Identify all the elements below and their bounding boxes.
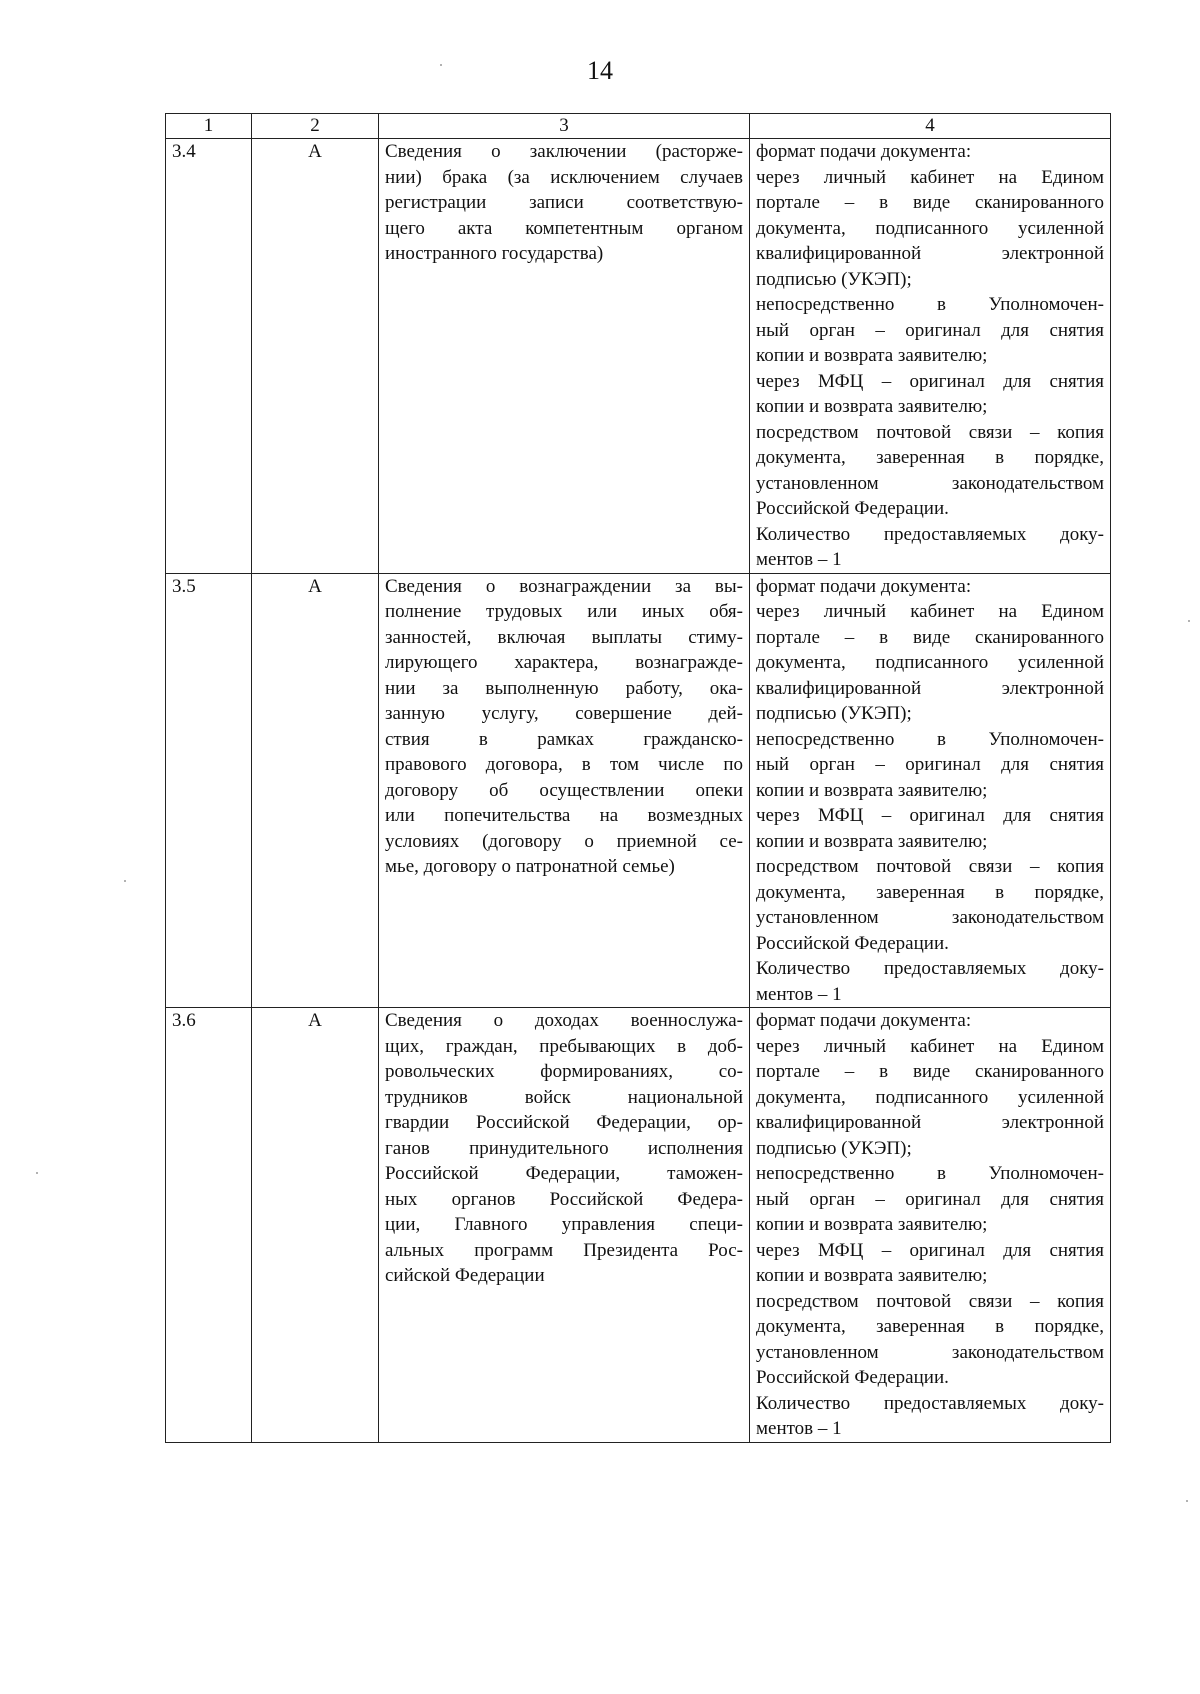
- cell-text-line: квалифицированной электронной: [756, 1112, 1104, 1133]
- scan-speck: [1188, 620, 1190, 622]
- cell-text-line: договору об осуществлении опеки: [385, 779, 743, 801]
- cell-text-line: через личный кабинет на Едином: [756, 166, 1104, 188]
- cell-text-line: установленном законодательством: [756, 907, 1104, 928]
- cell-text-line: копии и возврата заявителю;: [756, 830, 988, 852]
- cell-text-line: копии и возврата заявителю;: [756, 779, 988, 801]
- table-row: [166, 1008, 1111, 1443]
- row-number: 3.6: [166, 1008, 252, 1443]
- row-description: [379, 573, 750, 1008]
- cell-text-line: гвардии Российской Федерации, ор-: [385, 1112, 743, 1133]
- cell-text-line: нии за выполненную работу, ока-: [385, 677, 743, 699]
- cell-text-line: сийской Федерации: [385, 1265, 545, 1286]
- cell-text-line: установленном законодательством: [756, 1341, 1104, 1363]
- cell-text-line: установленном законодательством: [756, 472, 1104, 494]
- row-submission-format: [750, 139, 1111, 574]
- cell-text-line: Российской Федерации.: [756, 1367, 949, 1388]
- cell-text-line: квалифицированной электронной: [756, 243, 1104, 264]
- cell-text-line: формат подачи документа:: [756, 575, 972, 597]
- cell-text-line: занностей, включая выплаты стиму-: [385, 626, 743, 648]
- cell-text-line: нии) брака (за исключением случаев: [385, 166, 743, 188]
- cell-text-line: через МФЦ – оригинал для снятия: [756, 1239, 1104, 1261]
- cell-text-line: подписью (УКЭП);: [756, 268, 912, 290]
- cell-text-line: Сведения о вознаграждении за вы-: [385, 575, 743, 597]
- cell-text-line: Количество предоставляемых доку-: [756, 523, 1104, 545]
- cell-text-line: формат подачи документа:: [756, 1010, 972, 1031]
- cell-text-line: портале – в виде сканированного: [756, 192, 1104, 213]
- cell-text-line: ный орган – оригинал для снятия: [756, 754, 1104, 775]
- row-submission-format: [750, 1008, 1111, 1443]
- column-header: 1: [166, 114, 252, 139]
- cell-text-line: непосредственно в Уполномочен-: [756, 1163, 1104, 1184]
- cell-text-line: копии и возврата заявителю;: [756, 1214, 988, 1235]
- cell-text-line: документа, подписанного усиленной: [756, 652, 1104, 673]
- cell-text-line: иностранного государства): [385, 243, 604, 264]
- requirements-table: [165, 113, 1111, 1443]
- cell-text-line: портале – в виде сканированного: [756, 1061, 1104, 1082]
- table-row: [166, 139, 1111, 574]
- cell-text-line: правового договора, в том числе по: [385, 754, 743, 775]
- cell-text-line: посредством почтовой связи – копия: [756, 1290, 1104, 1312]
- cell-text-line: полнение трудовых или иных обя-: [385, 601, 743, 622]
- cell-text-line: Количество предоставляемых доку-: [756, 958, 1104, 979]
- scan-speck: [36, 1172, 38, 1174]
- scan-speck: [440, 64, 442, 66]
- cell-text-line: копии и возврата заявителю;: [756, 1265, 988, 1286]
- cell-text-line: ных органов Российской Федера-: [385, 1188, 743, 1210]
- row-description: [379, 1008, 750, 1443]
- cell-text-line: щих, граждан, пребывающих в доб-: [385, 1035, 743, 1057]
- row-kind: А: [252, 139, 379, 574]
- cell-text-line: подписью (УКЭП);: [756, 703, 912, 724]
- cell-text-line: документа, заверенная в порядке,: [756, 447, 1104, 468]
- row-kind: А: [252, 1008, 379, 1443]
- cell-text-line: ментов – 1: [756, 1418, 842, 1439]
- scan-speck: [124, 880, 126, 882]
- scan-speck: [1186, 1500, 1188, 1502]
- cell-text-line: документа, заверенная в порядке,: [756, 881, 1104, 903]
- row-kind: А: [252, 573, 379, 1008]
- column-header: 2: [252, 114, 379, 139]
- column-header: 3: [379, 114, 750, 139]
- row-number: 3.5: [166, 573, 252, 1008]
- table-header-row: [166, 114, 1111, 139]
- cell-text-line: мье, договору о патронатной семье): [385, 856, 675, 877]
- cell-text-line: занную услугу, совершение дей-: [385, 703, 743, 724]
- cell-text-line: условиях (договору о приемной се-: [385, 830, 743, 852]
- cell-text-line: посредством почтовой связи – копия: [756, 856, 1104, 877]
- cell-text-line: ментов – 1: [756, 983, 842, 1005]
- cell-text-line: посредством почтовой связи – копия: [756, 421, 1104, 443]
- table-row: [166, 573, 1111, 1008]
- cell-text-line: альных программ Президента Рос-: [385, 1239, 743, 1261]
- cell-text-line: ганов принудительного исполнения: [385, 1137, 743, 1159]
- cell-text-line: трудников войск национальной: [385, 1086, 743, 1108]
- cell-text-line: через личный кабинет на Едином: [756, 1035, 1104, 1057]
- cell-text-line: квалифицированной электронной: [756, 677, 1104, 699]
- cell-text-line: ный орган – оригинал для снятия: [756, 1188, 1104, 1210]
- cell-text-line: через МФЦ – оригинал для снятия: [756, 805, 1104, 826]
- cell-text-line: ный орган – оригинал для снятия: [756, 319, 1104, 341]
- cell-text-line: Сведения о заключении (расторже-: [385, 141, 743, 162]
- cell-text-line: формат подачи документа:: [756, 141, 972, 162]
- cell-text-line: непосредственно в Уполномочен-: [756, 294, 1104, 315]
- page-number: 14: [587, 56, 613, 85]
- cell-text-line: ровольческих формированиях, со-: [385, 1061, 743, 1082]
- cell-text-line: документа, подписанного усиленной: [756, 217, 1104, 239]
- cell-text-line: ствия в рамках гражданско-: [385, 728, 743, 750]
- cell-text-line: через личный кабинет на Едином: [756, 601, 1104, 622]
- row-number: 3.4: [166, 139, 252, 574]
- cell-text-line: ментов – 1: [756, 549, 842, 570]
- cell-text-line: портале – в виде сканированного: [756, 626, 1104, 648]
- cell-text-line: или попечительства на возмездных: [385, 805, 743, 826]
- cell-text-line: щего акта компетентным органом: [385, 217, 743, 239]
- cell-text-line: регистрации записи соответствую-: [385, 192, 743, 213]
- cell-text-line: копии и возврата заявителю;: [756, 345, 988, 366]
- cell-text-line: Количество предоставляемых доку-: [756, 1392, 1104, 1414]
- cell-text-line: ции, Главного управления специ-: [385, 1214, 743, 1235]
- cell-text-line: подписью (УКЭП);: [756, 1137, 912, 1159]
- cell-text-line: Сведения о доходах военнослужа-: [385, 1010, 743, 1031]
- cell-text-line: Российской Федерации.: [756, 498, 949, 519]
- table-body: [166, 139, 1111, 1443]
- row-description: [379, 139, 750, 574]
- row-submission-format: [750, 573, 1111, 1008]
- cell-text-line: Российской Федерации, таможен-: [385, 1163, 743, 1184]
- cell-text-line: документа, заверенная в порядке,: [756, 1316, 1104, 1337]
- cell-text-line: документа, подписанного усиленной: [756, 1086, 1104, 1108]
- column-header: 4: [750, 114, 1111, 139]
- cell-text-line: непосредственно в Уполномочен-: [756, 728, 1104, 750]
- cell-text-line: через МФЦ – оригинал для снятия: [756, 370, 1104, 392]
- cell-text-line: копии и возврата заявителю;: [756, 396, 988, 417]
- cell-text-line: лирующего характера, вознагражде-: [385, 652, 743, 673]
- cell-text-line: Российской Федерации.: [756, 932, 949, 954]
